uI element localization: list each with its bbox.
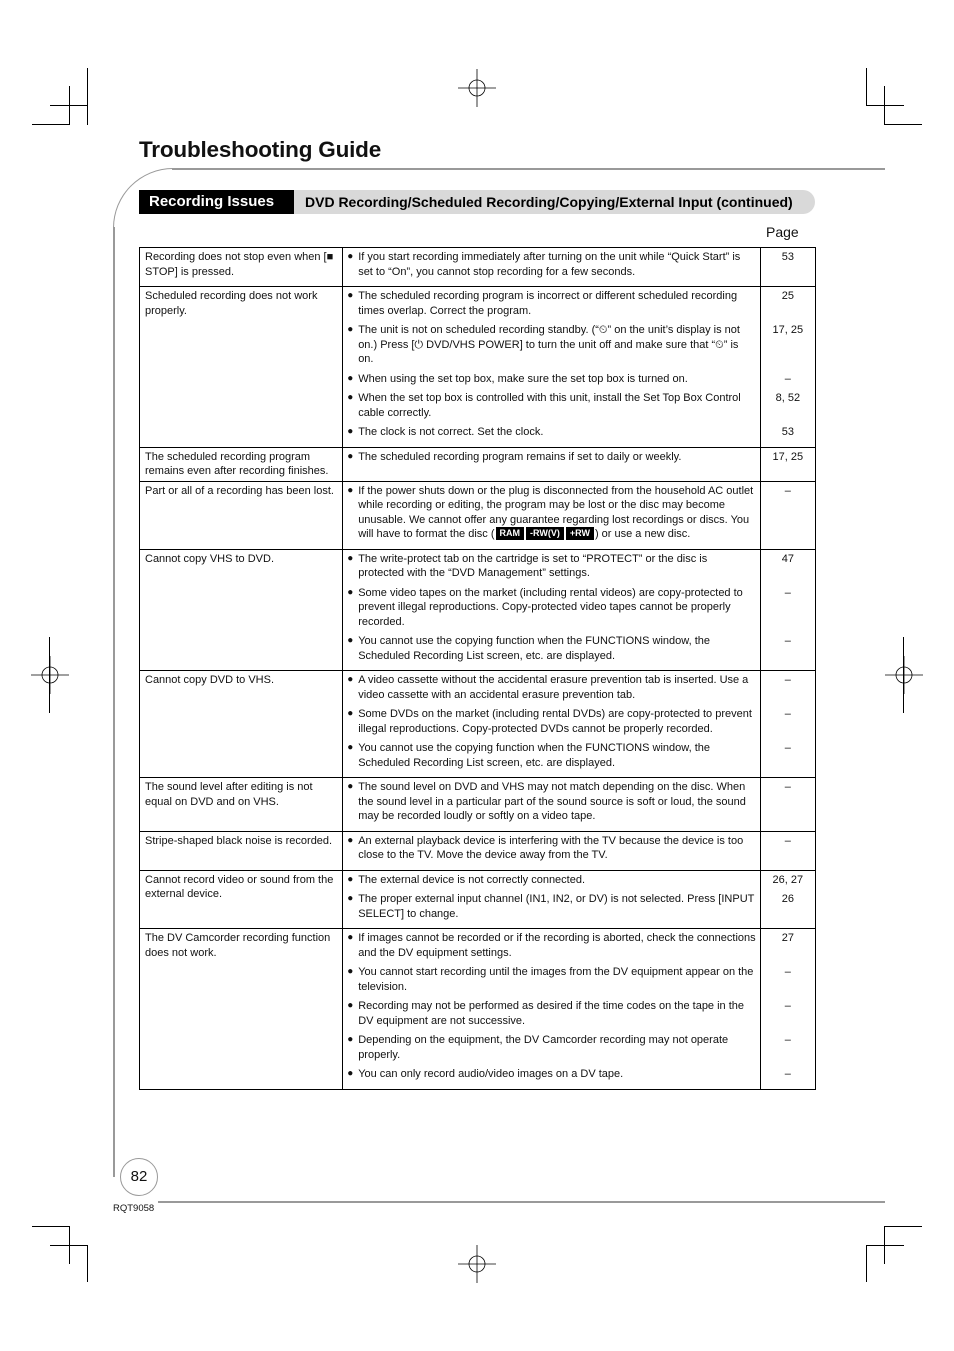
table-row: [140, 248, 816, 287]
table-row: [140, 549, 816, 671]
section-header: [139, 190, 815, 214]
disc-type-badge: -RW(V): [526, 527, 564, 540]
crop-mark: [50, 1245, 88, 1246]
page-ref-cell: [760, 287, 815, 448]
page-ref: –: [784, 966, 791, 978]
bullet-icon: ●: [347, 873, 354, 885]
page-number: 82: [120, 1158, 158, 1196]
cause-text: The clock is not correct. Set the clock.: [358, 426, 544, 438]
cause-item: [347, 892, 755, 921]
page-ref: –: [784, 708, 791, 720]
bullet-icon: ●: [347, 1000, 354, 1011]
bullet-icon: ●: [347, 1034, 354, 1045]
page-ref: –: [784, 372, 791, 385]
crop-mark: [866, 1245, 904, 1246]
cause-item: [347, 425, 755, 440]
cause-cell: [343, 248, 760, 287]
cause-text: [358, 484, 755, 542]
table-row: [140, 831, 816, 870]
page-ref: –: [784, 586, 791, 599]
page-ref-cell: [760, 248, 815, 287]
page-ref: –: [784, 1068, 791, 1080]
cause-item: [347, 484, 755, 542]
cause-text: The scheduled recording program remains if set to daily or weekly.: [358, 450, 682, 463]
crop-mark: [884, 1226, 922, 1227]
cause-item: [347, 673, 755, 702]
bullet-icon: ●: [347, 450, 354, 462]
page-title: Troubleshooting Guide: [139, 137, 382, 162]
cause-text: A video cassette without the accidental erasure prevention tab is inserted. Use a video cassette with an accidental erasure prevention tab.: [358, 674, 749, 701]
cause-item: [347, 250, 755, 279]
cause-cell: [343, 870, 760, 929]
cause-item: [347, 372, 755, 387]
page-ref-cell: [760, 549, 815, 671]
cause-text: The scheduled recording program is incorrect or different scheduled recording times overlap. Correct the program.: [358, 290, 738, 317]
page-ref: 27: [781, 932, 794, 944]
cause-item: [347, 931, 755, 960]
bullet-icon: ●: [347, 426, 354, 437]
bullet-icon: ●: [347, 781, 354, 792]
cause-item: [347, 289, 755, 318]
page-ref-cell: [760, 870, 815, 929]
crop-mark: [903, 637, 904, 713]
page-column-label: Page: [766, 224, 799, 240]
page-ref: 25: [781, 290, 794, 302]
bullet-icon: ●: [347, 932, 354, 943]
cause-item: [347, 834, 755, 863]
cause-text: When using the set top box, make sure the set top box is turned on.: [358, 372, 688, 385]
table-row: [140, 481, 816, 549]
cause-item: [347, 999, 755, 1028]
cause-item: [347, 586, 755, 630]
page-frame-bottom: [158, 1201, 885, 1203]
bullet-icon: ●: [347, 1068, 354, 1079]
problem-cell: Part or all of a recording has been lost.: [140, 481, 343, 549]
cause-cell: [343, 671, 760, 778]
cause-text: If images cannot be recorded or if the recording is aborted, check the connections and the DV equipment settings.: [358, 932, 756, 959]
table-row: [140, 671, 816, 778]
model-code: RQT9058: [113, 1203, 155, 1214]
crop-mark: [884, 86, 885, 124]
page-ref-cell: [760, 671, 815, 778]
cause-cell: [343, 447, 760, 481]
cause-text: The external device is not correctly connected.: [358, 873, 586, 886]
table-row: [140, 447, 816, 481]
cause-text: Some DVDs on the market (including rental DVDs) are copy-protected to prevent illegal reproductions. Copy-protected DVDs cannot be properly recorded.: [358, 708, 752, 735]
cause-text: You cannot start recording until the images from the DV equipment appear on the television.: [358, 966, 754, 993]
cause-text: If you start recording immediately after turning on the unit while “Quick Start” is set to “On”, you cannot stop recording for a few seconds.: [358, 251, 741, 278]
crop-mark: [32, 1226, 70, 1227]
bullet-icon: ●: [347, 552, 354, 564]
cause-text: Some video tapes on the market (including rental videos) are copy-protected to prevent illegal reproductions. Copy-protected video tapes cannot be properly recorded.: [358, 586, 743, 628]
cause-text: When the set top box is controlled with this unit, install the Set Top Box Control cable correctly.: [358, 392, 741, 419]
cause-item: [347, 323, 755, 367]
cause-text: The proper external input channel (IN1, IN2, or DV) is not selected. Press [INPUT SELECT] to change.: [358, 893, 755, 920]
table-row: [140, 870, 816, 929]
cause-item: [347, 634, 755, 663]
cause-text: You cannot use the copying function when the FUNCTIONS window, the Scheduled Recording List screen, etc. are displayed.: [358, 635, 710, 662]
cause-item: [347, 741, 755, 770]
bullet-icon: ●: [347, 392, 354, 403]
page-ref: –: [784, 742, 791, 754]
bullet-icon: ●: [347, 586, 354, 598]
bullet-icon: ●: [347, 966, 354, 977]
page-ref: –: [784, 674, 791, 686]
table-row: [140, 287, 816, 448]
crop-mark: [50, 105, 88, 106]
problem-cell: Cannot record video or sound from the external device.: [140, 870, 343, 929]
bullet-icon: ●: [347, 372, 354, 384]
bullet-icon: ●: [347, 324, 354, 335]
problem-cell: The DV Camcorder recording function does not work.: [140, 929, 343, 1090]
cause-text: The write-protect tab on the cartridge is set to “PROTECT” or the disc is protected with the “DVD Management” settings.: [358, 552, 708, 579]
cause-cell: [343, 929, 760, 1090]
cause-item: [347, 707, 755, 736]
cause-item: [347, 780, 755, 824]
page-ref: –: [784, 484, 791, 497]
bullet-icon: ●: [347, 674, 354, 685]
troubleshooting-table: [139, 247, 816, 1090]
page-frame-left: [113, 227, 115, 1177]
cause-text: The unit is not on scheduled recording standby. (“⏲” on the unit’s display is not on.) Press [⏻ DVD/VHS POWER] to turn the unit off and make sure that “⏲” is on.: [358, 324, 740, 365]
crop-mark: [866, 105, 904, 106]
registration-mark-icon: [31, 656, 69, 694]
crop-mark: [49, 637, 50, 713]
page-ref-cell: [760, 831, 815, 870]
problem-cell: Recording does not stop even when [■ STOP] is pressed.: [140, 248, 343, 287]
registration-mark-icon: [458, 69, 496, 107]
bullet-icon: ●: [347, 484, 354, 496]
disc-type-badge: +RW: [566, 527, 594, 540]
cause-text: You cannot use the copying function when the FUNCTIONS window, the Scheduled Recording List screen, etc. are displayed.: [358, 742, 710, 769]
section-subtitle: DVD Recording/Scheduled Recording/Copying/External Input (continued): [305, 194, 793, 210]
cause-text: You can only record audio/video images on a DV tape.: [358, 1068, 624, 1080]
section-tag: Recording Issues: [139, 190, 294, 214]
page-frame-top: [172, 168, 885, 170]
page-ref: 17, 25: [772, 450, 804, 463]
crop-mark: [866, 1245, 867, 1282]
problem-cell: Stripe-shaped black noise is recorded.: [140, 831, 343, 870]
cause-text: Recording may not be performed as desired if the time codes on the tape in the DV equipment are not successive.: [358, 1000, 745, 1027]
page-ref: –: [784, 1034, 791, 1046]
cause-cell: [343, 481, 760, 549]
cause-cell: [343, 778, 760, 832]
bullet-icon: ●: [347, 893, 354, 904]
disc-type-badge: RAM: [496, 527, 525, 540]
page-ref: 8, 52: [775, 392, 801, 404]
cause-text: The sound level on DVD and VHS may not match depending on the disc. When the sound level in a particular part of the sound source is soft or loud, the sound may be recorded loudly or softly on a video tape.: [358, 781, 746, 822]
bullet-icon: ●: [347, 834, 354, 846]
cause-cell: [343, 549, 760, 671]
cause-item: [347, 552, 755, 581]
problem-cell: Scheduled recording does not work properly.: [140, 287, 343, 448]
cause-item: [347, 391, 755, 420]
table-row: [140, 929, 816, 1090]
registration-mark-icon: [458, 1245, 496, 1283]
registration-mark-icon: [885, 656, 923, 694]
cause-item: [347, 1067, 755, 1082]
cause-item: [347, 965, 755, 994]
cause-item: [347, 1033, 755, 1062]
cause-text: Depending on the equipment, the DV Camcorder recording may not operate properly.: [358, 1034, 729, 1061]
page-ref: –: [784, 1000, 791, 1012]
cause-cell: [343, 287, 760, 448]
page-ref: 53: [781, 426, 794, 438]
bullet-icon: ●: [347, 290, 354, 301]
page-ref: –: [784, 635, 791, 647]
problem-cell: Cannot copy DVD to VHS.: [140, 671, 343, 778]
crop-mark: [866, 68, 867, 106]
problem-cell: The sound level after editing is not equal on DVD and on VHS.: [140, 778, 343, 832]
bullet-icon: ●: [347, 742, 354, 753]
crop-mark: [87, 1245, 88, 1282]
cause-cell: [343, 831, 760, 870]
page-ref: 53: [781, 251, 794, 263]
crop-mark: [32, 124, 70, 125]
page-ref: 47: [781, 552, 794, 565]
page-ref-cell: [760, 447, 815, 481]
table-row: [140, 778, 816, 832]
crop-mark: [87, 68, 88, 125]
page-ref-cell: [760, 929, 815, 1090]
cause-text-before: If the power shuts down or the plug is disconnected from the household AC outlet while recording or editing, the program may be lost or the disc may become unusable. We cannot offer any guarantee regarding lost recordings or discs. You will have to format the disc (: [358, 484, 754, 540]
page-ref: 26, 27: [772, 873, 804, 886]
bullet-icon: ●: [347, 251, 354, 262]
cause-text-after: ) or use a new disc.: [594, 528, 691, 540]
cause-text: An external playback device is interfering with the TV because the device is too close to the TV. Move the device away from the TV.: [358, 834, 744, 861]
page-ref-cell: [760, 778, 815, 832]
cause-item: [347, 450, 755, 465]
page-ref: 17, 25: [772, 324, 804, 336]
bullet-icon: ●: [347, 708, 354, 719]
crop-mark: [884, 124, 922, 125]
problem-cell: Cannot copy VHS to DVD.: [140, 549, 343, 671]
page-ref: –: [784, 834, 791, 847]
problem-cell: The scheduled recording program remains even after recording finishes.: [140, 447, 343, 481]
page-ref-cell: [760, 481, 815, 549]
page-ref: 26: [781, 893, 794, 905]
cause-item: [347, 873, 755, 888]
page-ref: –: [784, 781, 791, 793]
bullet-icon: ●: [347, 635, 354, 646]
